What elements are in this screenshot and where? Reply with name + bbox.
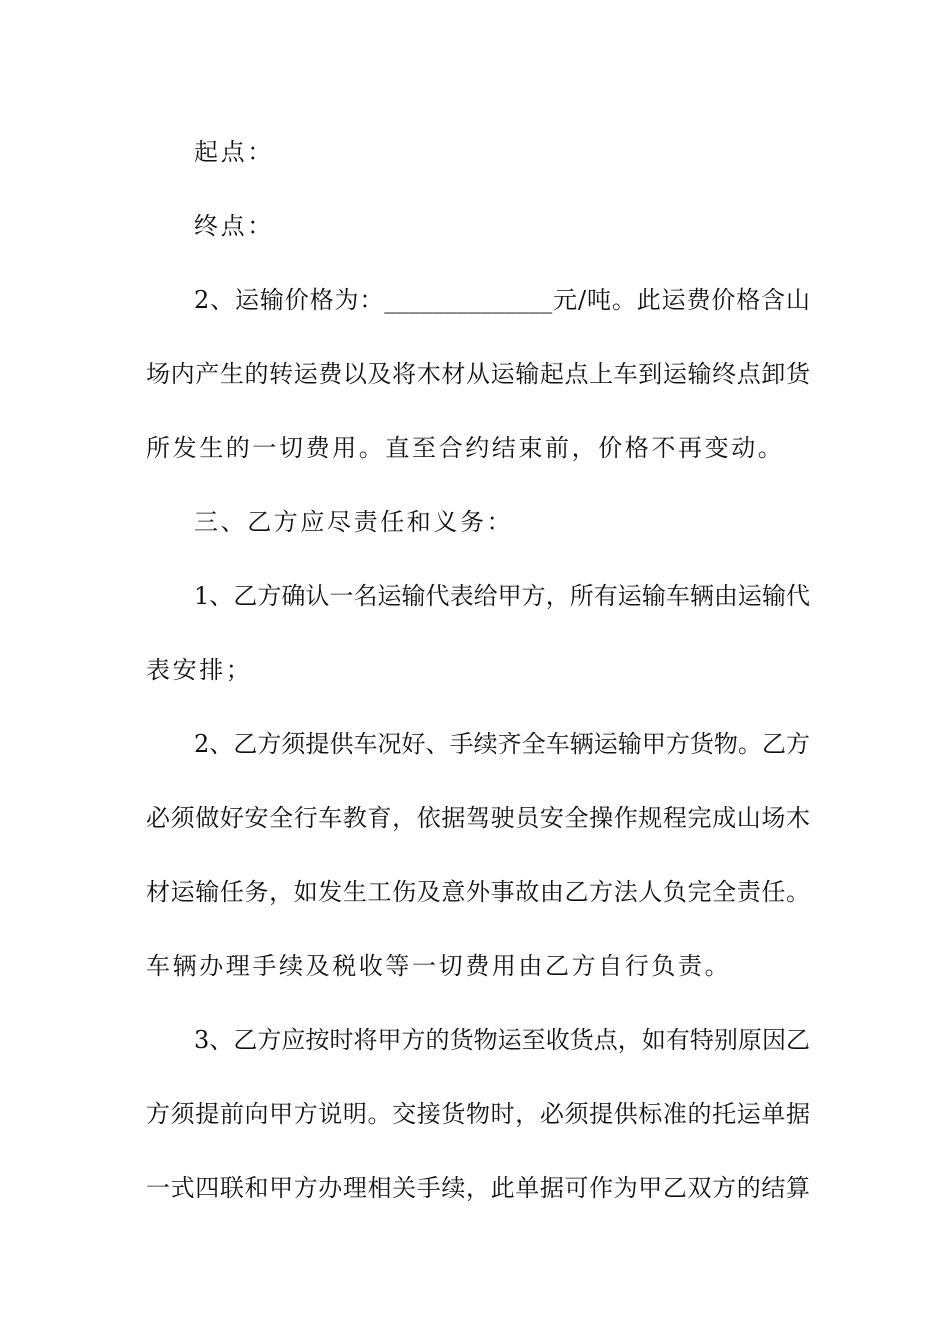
clause-2-line: 材运输任务，如发生工伤及意外事故由乙方法人负完全责任。 — [146, 878, 810, 906]
clause-3-line: 方须提前向甲方说明。交接货物时，必须提供标准的托运单据 — [146, 1100, 810, 1128]
end-point-label: 终点： — [194, 212, 274, 240]
section-heading: 三、乙方应尽责任和义务： — [194, 508, 514, 536]
clause-1-line: 1、乙方确认一名运输代表给甲方，所有运输车辆由运输代 — [194, 582, 810, 610]
clause-2-line: 车辆办理手续及税收等一切费用由乙方自行负责。 — [146, 952, 732, 980]
price-clause-line: 2、运输价格为：______________元/吨。此运费价格含山 — [194, 286, 810, 314]
clause-2-line: 2、乙方须提供车况好、手续齐全车辆运输甲方货物。乙方 — [194, 730, 810, 758]
price-clause-line: 所发生的一切费用。直至合约结束前，价格不再变动。 — [146, 434, 785, 462]
price-clause-line: 场内产生的转运费以及将木材从运输起点上车到运输终点卸货 — [146, 360, 810, 388]
clause-1-line: 表安排； — [146, 656, 253, 684]
start-point-label: 起点： — [194, 138, 274, 166]
clause-3-line: 3、乙方应按时将甲方的货物运至收货点，如有特别原因乙 — [194, 1026, 810, 1054]
clause-3-line: 一式四联和甲方办理相关手续，此单据可作为甲乙双方的结算 — [146, 1174, 810, 1202]
clause-2-line: 必须做好安全行车教育，依据驾驶员安全操作规程完成山场木 — [146, 804, 810, 832]
